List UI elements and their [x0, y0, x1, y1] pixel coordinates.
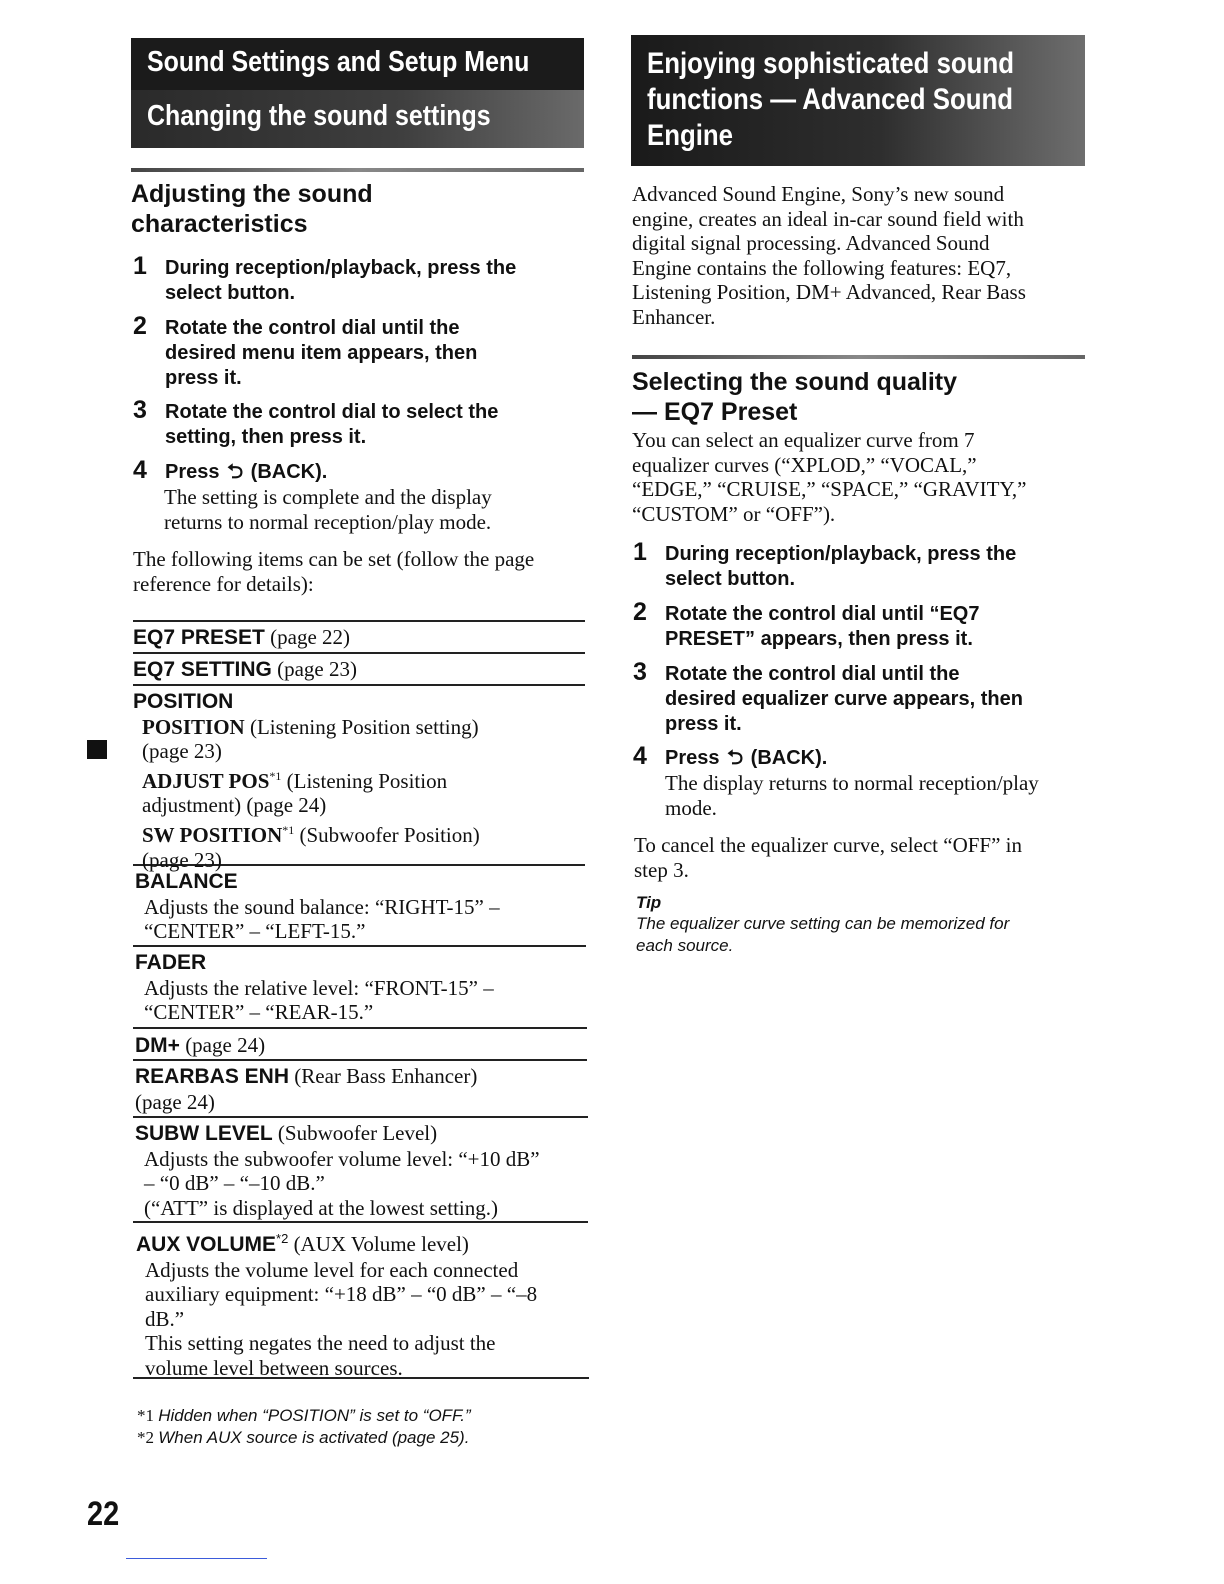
body-line: volume level between sources.: [145, 1355, 403, 1380]
heading-line: Selecting the sound quality: [632, 368, 958, 396]
table-row-eq7-preset: [133, 625, 350, 651]
body-line: equalizer curves (“XPLOD,” “VOCAL,”: [632, 452, 977, 477]
back-arrow-icon: ⮌: [227, 461, 244, 483]
table-rule: [133, 1027, 587, 1029]
table-row-rearbas: [135, 1064, 585, 1114]
step-text: Rotate the control dial until the: [165, 317, 460, 339]
body-line: mode.: [665, 795, 717, 820]
footnote-marker: *1: [282, 822, 295, 837]
setting-label: FADER: [135, 951, 207, 974]
body-line: (page 23): [142, 847, 222, 872]
step-number: 4: [133, 456, 147, 484]
items-intro: [133, 547, 534, 596]
step-text: PRESET” appears, then press it.: [665, 628, 973, 650]
section-banner: [131, 38, 584, 148]
body-line: Adjusts the relative level: “FRONT-15” –: [144, 975, 494, 1000]
tip-box: [636, 893, 1009, 957]
body-line: returns to normal reception/play mode.: [164, 509, 492, 534]
setting-label: EQ7 SETTING: [133, 658, 272, 681]
section-tab-marker: [87, 740, 107, 759]
setting-label: BALANCE: [135, 870, 238, 893]
body-line: (Listening Position setting): [249, 714, 479, 739]
step-number: 2: [133, 312, 147, 340]
body-line: (Subwoofer Position): [299, 822, 480, 847]
footnote-text: When AUX source is activated (page 25).: [158, 1428, 470, 1447]
body-line: digital signal processing. Advanced Sound: [632, 231, 990, 256]
table-rule: [133, 1116, 588, 1118]
sub-setting-label: ADJUST POS: [142, 768, 270, 793]
setting-label: POSITION: [133, 690, 234, 713]
table-rule: [133, 684, 585, 686]
sub-setting-label: POSITION: [142, 714, 245, 739]
step-text: desired equalizer curve appears, then: [665, 688, 1023, 710]
table-row-balance: [135, 870, 585, 944]
body-line: The following items can be set (follow the page: [133, 547, 535, 571]
page-reference: (page 23): [277, 657, 357, 681]
section-divider: [131, 168, 584, 172]
setting-label: AUX VOLUME: [136, 1233, 277, 1256]
footnote-marker: *1: [137, 1406, 154, 1425]
page-reference: (page 24): [185, 1033, 266, 1057]
eq7-description: [632, 428, 1084, 526]
body-line: To cancel the equalizer curve, select “OFF” in: [634, 833, 1023, 857]
tip-text: The equalizer curve setting can be memorized for: [636, 914, 1010, 933]
footnote-marker: *2: [137, 1428, 154, 1447]
feature-title-line-2: functions — Advanced Sound: [647, 83, 1013, 116]
step-4-detail: [164, 485, 492, 534]
body-line: – “0 dB” – “–10 dB.”: [144, 1171, 325, 1196]
step-text: desired menu item appears, then: [165, 342, 478, 364]
section-title: Sound Settings and Setup Menu: [147, 46, 530, 78]
table-rule: [133, 1059, 587, 1061]
body-line: Adjusts the volume level for each connected: [145, 1257, 519, 1282]
body-line: (page 23): [142, 739, 222, 764]
step-text: Press: [165, 461, 220, 483]
footnote-marker: *1: [269, 768, 282, 783]
step-text: Rotate the control dial until “EQ7: [665, 603, 980, 625]
sub-setting-label: SW POSITION: [142, 822, 283, 847]
body-line: Adjusts the sound balance: “RIGHT-15” –: [144, 894, 500, 919]
tip-text: each source.: [636, 936, 734, 955]
body-line: Adjusts the subwoofer volume level: “+10 dB”: [144, 1146, 540, 1171]
step-text: Rotate the control dial to select the: [165, 401, 499, 423]
table-row-dm: [135, 1033, 265, 1059]
setting-label: EQ7 PRESET: [133, 626, 265, 649]
subsection-title: Changing the sound settings: [147, 100, 491, 132]
body-line: The display returns to normal reception/play: [665, 771, 1039, 795]
footnote-text: Hidden when “POSITION” is set to “OFF.”: [158, 1406, 471, 1425]
step-text: setting, then press it.: [165, 426, 367, 448]
body-line: adjustment) (page 24): [142, 793, 327, 818]
body-line: Advanced Sound Engine, Sony’s new sound: [632, 182, 1005, 206]
step-text: press it.: [165, 367, 242, 389]
step-text: During reception/playback, press the: [665, 543, 1017, 565]
footnotes: [137, 1405, 471, 1449]
table-row-subw: [135, 1121, 587, 1220]
bottom-rule: [126, 1558, 267, 1559]
body-line: Listening Position, DM+ Advanced, Rear Bass: [632, 280, 1026, 305]
body-line: You can select an equalizer curve from 7: [632, 428, 975, 452]
table-row-aux: [136, 1227, 588, 1381]
step-number: 1: [633, 538, 647, 566]
table-row-eq7-setting: [133, 657, 357, 683]
step-text: (BACK).: [250, 461, 328, 483]
body-line: Enhancer.: [632, 304, 716, 329]
step-number: 3: [633, 658, 647, 686]
setting-label: REARBAS ENH: [135, 1065, 290, 1088]
step-text: During reception/playback, press the: [165, 257, 517, 279]
page-reference: (page 22): [270, 625, 351, 649]
heading-adjusting-sound: [131, 179, 373, 239]
page-number: 22: [87, 1495, 120, 1533]
table-rule: [133, 620, 585, 622]
eq-step-4-detail: [665, 771, 1039, 820]
table-rule: [133, 945, 586, 947]
body-line: This setting negates the need to adjust the: [145, 1331, 496, 1356]
step-text: select button.: [665, 568, 796, 590]
body-line: (AUX Volume level): [293, 1232, 469, 1256]
step-number: 1: [133, 252, 147, 280]
cancel-instructions: [634, 833, 1022, 882]
heading-line: Adjusting the sound: [131, 180, 373, 208]
feature-banner: [631, 35, 1085, 166]
step-text: Rotate the control dial until the: [665, 663, 960, 685]
table-rule: [133, 652, 585, 654]
setting-label: DM+: [135, 1034, 180, 1057]
step-text: Press: [665, 747, 720, 769]
body-line: (Listening Position: [286, 768, 448, 793]
step-number: 2: [633, 598, 647, 626]
step-text: press it.: [665, 713, 742, 735]
table-rule: [133, 1221, 588, 1223]
tip-label: Tip: [636, 893, 662, 912]
body-line: (Subwoofer Level): [277, 1121, 438, 1145]
section-divider: [632, 355, 1085, 359]
step-number: 4: [633, 742, 647, 770]
body-line: “CENTER” – “LEFT-15.”: [144, 919, 366, 944]
feature-title-line-3: Engine: [647, 119, 734, 152]
heading-eq7-preset: [632, 367, 957, 427]
heading-line: — EQ7 Preset: [632, 398, 798, 426]
table-row-fader: [135, 951, 585, 1025]
body-line: step 3.: [634, 857, 689, 882]
body-line: “EDGE,” “CRUISE,” “SPACE,” “GRAVITY,”: [632, 477, 1027, 502]
step-number: 3: [133, 396, 147, 424]
body-line: reference for details):: [133, 571, 314, 596]
body-line: “CENTER” – “REAR-15.”: [144, 1000, 374, 1025]
feature-title-line-1: Enjoying sophisticated sound: [647, 47, 1014, 80]
footnote-marker: *2: [276, 1231, 289, 1246]
body-line: (Rear Bass Enhancer): [294, 1064, 478, 1088]
body-line: “CUSTOM” or “OFF”).: [632, 501, 836, 526]
body-line: Engine contains the following features: EQ7,: [632, 255, 1012, 280]
setting-label: SUBW LEVEL: [135, 1122, 273, 1145]
subsection-banner: [131, 90, 584, 148]
body-line: auxiliary equipment: “+18 dB” – “0 dB” – “–8: [145, 1282, 538, 1307]
body-line: dB.”: [145, 1306, 185, 1331]
step-text: select button.: [165, 282, 296, 304]
table-row-position: [133, 690, 583, 872]
body-line: (“ATT” is displayed at the lowest setting.): [144, 1195, 498, 1220]
heading-line: characteristics: [131, 210, 308, 238]
step-text: (BACK).: [750, 747, 828, 769]
body-line: The setting is complete and the display: [164, 485, 492, 509]
ase-intro: [632, 182, 1084, 330]
body-line: engine, creates an ideal in-car sound field with: [632, 206, 1024, 231]
page-reference: (page 24): [135, 1089, 215, 1114]
back-arrow-icon: ⮌: [727, 747, 744, 769]
